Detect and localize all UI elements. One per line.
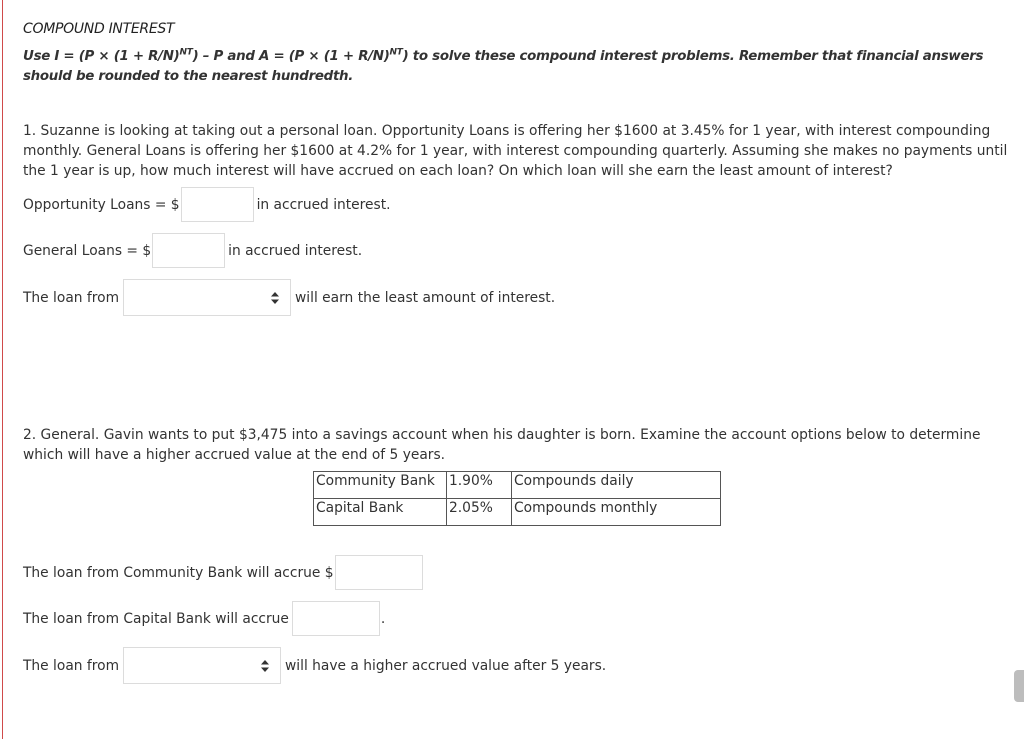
sort-arrows-icon <box>260 659 270 673</box>
general-loans-row <box>23 233 362 268</box>
higher-value-prefix: The loan from <box>23 657 120 674</box>
least-interest-row <box>23 279 555 316</box>
scrollbar-thumb[interactable] <box>1014 670 1024 702</box>
capital-bank-label: The loan from Capital Bank will accrue <box>23 610 289 627</box>
higher-value-select[interactable] <box>123 647 281 684</box>
table-cell: Community Bank <box>314 472 447 499</box>
table-cell: Capital Bank <box>314 499 447 526</box>
capital-bank-input[interactable] <box>292 601 380 636</box>
community-bank-input[interactable] <box>335 555 423 590</box>
instructions <box>23 47 1013 87</box>
question-2-text: 2. General. Gavin wants to put $3,475 into a savings account when his daughter is born. Examine the account options below to determine which will have a higher accrued value at the end of 5 years. <box>23 427 981 463</box>
least-interest-prefix: The loan from <box>23 289 120 306</box>
table-row <box>314 499 721 526</box>
table-cell: 1.90% <box>447 472 512 499</box>
opportunity-loans-label: Opportunity Loans = $ <box>23 196 180 213</box>
opportunity-loans-row <box>23 187 391 222</box>
opportunity-loans-input[interactable] <box>181 187 254 222</box>
table-cell: Compounds monthly <box>512 499 721 526</box>
general-loans-label: General Loans = $ <box>23 242 152 259</box>
instructions-part-b: ) – P and A = (P × (1 + R/N) <box>192 49 390 64</box>
general-loans-input[interactable] <box>152 233 225 268</box>
least-interest-select[interactable] <box>123 279 291 316</box>
question-1-text: 1. Suzanne is looking at taking out a personal loan. Opportunity Loans is offering her $1600 at 3.45% for 1 year, with interest compounding monthly. General Loans is offering her $1600 at 4.2% for 1 year, with interest compounding quarterly. Assuming she makes no payments until the 1 year is up, how much interest will have accrued on each loan? On which loan will she earn the least amount of interest? <box>23 123 1008 179</box>
general-loans-suffix: in accrued interest. <box>228 242 363 259</box>
instructions-exponent-1: NT <box>179 47 193 58</box>
higher-value-row <box>23 647 606 684</box>
least-interest-suffix: will earn the least amount of interest. <box>295 289 556 306</box>
table-cell: Compounds daily <box>512 472 721 499</box>
table-row <box>314 472 721 499</box>
bank-options-table <box>313 471 721 526</box>
instructions-part-c: ) to solve these compound interest problems. Remember that financial answers should be rounded to the nearest hundredth. <box>23 49 984 84</box>
capital-bank-row <box>23 601 385 636</box>
table-cell: 2.05% <box>447 499 512 526</box>
page-title: COMPOUND INTEREST <box>23 21 175 37</box>
community-bank-label: The loan from Community Bank will accrue $ <box>23 564 334 581</box>
opportunity-loans-suffix: in accrued interest. <box>256 196 391 213</box>
higher-value-suffix: will have a higher accrued value after 5 years. <box>285 657 607 674</box>
capital-bank-suffix: . <box>380 610 386 627</box>
instructions-exponent-2: NT <box>389 47 403 58</box>
community-bank-row <box>23 555 423 590</box>
sort-arrows-icon <box>270 291 280 305</box>
page-left-border <box>2 0 3 739</box>
instructions-part-a: Use I = (P × (1 + R/N) <box>23 49 180 64</box>
